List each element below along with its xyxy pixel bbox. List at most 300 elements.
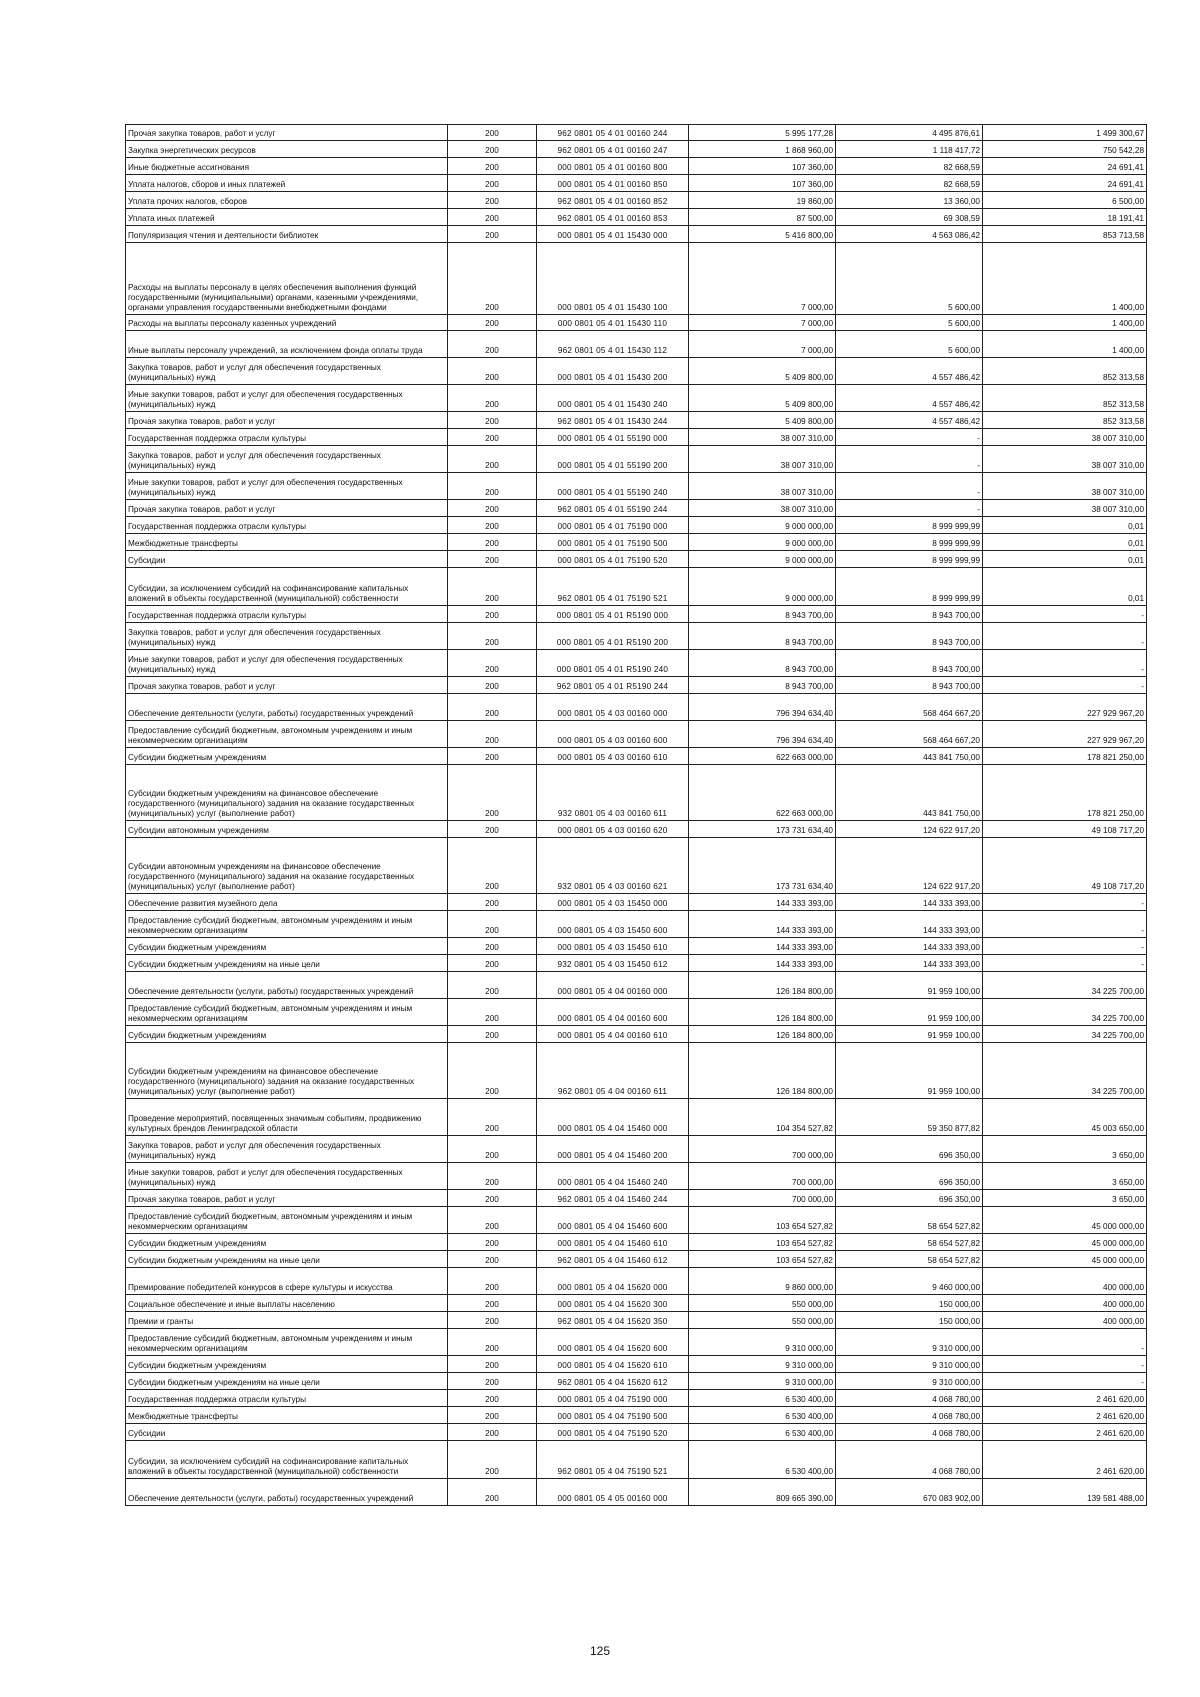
table-row xyxy=(126,765,1147,821)
budget-classification-code: 962 0801 05 4 01 15430 244 xyxy=(537,412,689,429)
line-code: 200 xyxy=(448,385,537,412)
table-row xyxy=(126,1136,1147,1163)
executed-amount: 144 333 393,00 xyxy=(836,938,983,955)
executed-amount: 58 654 527,82 xyxy=(836,1207,983,1234)
row-name: Субсидии автономным учреждениям на финансовое обеспечение государственного (муниципального) задания на оказание государственных (муниципальных) услуг (выполнение работ) xyxy=(126,838,448,894)
approved-amount: 7 000,00 xyxy=(689,315,836,331)
budget-classification-code: 000 0801 05 4 01 55190 240 xyxy=(537,473,689,500)
row-name: Иные закупки товаров, работ и услуг для обеспечения государственных (муниципальных) нужд xyxy=(126,473,448,500)
line-code: 200 xyxy=(448,721,537,748)
approved-amount: 700 000,00 xyxy=(689,1163,836,1190)
budget-classification-code: 962 0801 05 4 04 15620 350 xyxy=(537,1312,689,1329)
row-name: Государственная поддержка отрасли культуры xyxy=(126,1390,448,1407)
approved-amount: 550 000,00 xyxy=(689,1312,836,1329)
budget-classification-code: 000 0801 05 4 04 00160 610 xyxy=(537,1026,689,1043)
line-code: 200 xyxy=(448,1268,537,1295)
line-code: 200 xyxy=(448,999,537,1026)
approved-amount: 9 000 000,00 xyxy=(689,568,836,606)
unexecuted-amount: 34 225 700,00 xyxy=(983,1026,1147,1043)
line-code: 200 xyxy=(448,1026,537,1043)
approved-amount: 9 000 000,00 xyxy=(689,517,836,534)
line-code: 200 xyxy=(448,1479,537,1506)
line-code: 200 xyxy=(448,1190,537,1207)
unexecuted-amount: 45 000 000,00 xyxy=(983,1207,1147,1234)
unexecuted-amount: 24 691,41 xyxy=(983,158,1147,175)
line-code: 200 xyxy=(448,568,537,606)
table-row xyxy=(126,125,1147,141)
unexecuted-amount: 2 461 620,00 xyxy=(983,1407,1147,1424)
table-row xyxy=(126,650,1147,677)
row-name: Популяризация чтения и деятельности библиотек xyxy=(126,226,448,243)
unexecuted-amount: 34 225 700,00 xyxy=(983,999,1147,1026)
approved-amount: 144 333 393,00 xyxy=(689,955,836,972)
row-name: Закупка товаров, работ и услуг для обеспечения государственных (муниципальных) нужд xyxy=(126,1136,448,1163)
table-row xyxy=(126,1207,1147,1234)
budget-classification-code: 000 0801 05 4 04 15460 000 xyxy=(537,1099,689,1136)
budget-classification-code: 962 0801 05 4 01 00160 853 xyxy=(537,209,689,226)
executed-amount: 144 333 393,00 xyxy=(836,894,983,911)
approved-amount: 8 943 700,00 xyxy=(689,650,836,677)
unexecuted-amount: 852 313,58 xyxy=(983,385,1147,412)
table-row xyxy=(126,1356,1147,1373)
unexecuted-amount: 34 225 700,00 xyxy=(983,972,1147,999)
budget-classification-code: 000 0801 05 4 03 00160 000 xyxy=(537,694,689,721)
unexecuted-amount: - xyxy=(983,677,1147,694)
line-code: 200 xyxy=(448,1373,537,1390)
unexecuted-amount: - xyxy=(983,650,1147,677)
line-code: 200 xyxy=(448,412,537,429)
executed-amount: 150 000,00 xyxy=(836,1312,983,1329)
executed-amount: 9 310 000,00 xyxy=(836,1373,983,1390)
row-name: Субсидии бюджетным учреждениям на финансовое обеспечение государственного (муниципального) задания на оказание государственных (муниципальных) услуг (выполнение работ) xyxy=(126,765,448,821)
table-row xyxy=(126,1479,1147,1506)
executed-amount: 69 308,59 xyxy=(836,209,983,226)
unexecuted-amount: 1 499 300,67 xyxy=(983,125,1147,141)
approved-amount: 809 665 390,00 xyxy=(689,1479,836,1506)
budget-classification-code: 000 0801 05 4 01 15430 200 xyxy=(537,358,689,385)
table-row xyxy=(126,821,1147,838)
approved-amount: 550 000,00 xyxy=(689,1295,836,1312)
approved-amount: 107 360,00 xyxy=(689,158,836,175)
executed-amount: 1 118 417,72 xyxy=(836,141,983,158)
table-row xyxy=(126,972,1147,999)
executed-amount: 8 943 700,00 xyxy=(836,677,983,694)
budget-classification-code: 000 0801 05 4 04 15460 200 xyxy=(537,1136,689,1163)
executed-amount: - xyxy=(836,429,983,446)
unexecuted-amount: 6 500,00 xyxy=(983,192,1147,209)
executed-amount: 696 350,00 xyxy=(836,1136,983,1163)
row-name: Иные выплаты персоналу учреждений, за исключением фонда оплаты труда xyxy=(126,331,448,358)
approved-amount: 8 943 700,00 xyxy=(689,623,836,650)
line-code: 200 xyxy=(448,141,537,158)
line-code: 200 xyxy=(448,192,537,209)
line-code: 200 xyxy=(448,125,537,141)
budget-classification-code: 000 0801 05 4 03 00160 610 xyxy=(537,748,689,765)
approved-amount: 87 500,00 xyxy=(689,209,836,226)
row-name: Субсидии, за исключением субсидий на софинансирование капитальных вложений в объекты государственной (муниципальной) собственности xyxy=(126,1441,448,1479)
line-code: 200 xyxy=(448,694,537,721)
executed-amount: 91 959 100,00 xyxy=(836,1026,983,1043)
line-code: 200 xyxy=(448,1207,537,1234)
row-name: Межбюджетные трансферты xyxy=(126,1407,448,1424)
executed-amount: 696 350,00 xyxy=(836,1190,983,1207)
unexecuted-amount: - xyxy=(983,938,1147,955)
table-row xyxy=(126,955,1147,972)
approved-amount: 622 663 000,00 xyxy=(689,765,836,821)
row-name: Субсидии бюджетным учреждениям xyxy=(126,748,448,765)
table-row xyxy=(126,568,1147,606)
line-code: 200 xyxy=(448,1312,537,1329)
budget-classification-code: 000 0801 05 4 01 R5190 200 xyxy=(537,623,689,650)
unexecuted-amount: 400 000,00 xyxy=(983,1295,1147,1312)
line-code: 200 xyxy=(448,1390,537,1407)
approved-amount: 144 333 393,00 xyxy=(689,894,836,911)
unexecuted-amount: 139 581 488,00 xyxy=(983,1479,1147,1506)
executed-amount: - xyxy=(836,446,983,473)
unexecuted-amount: 3 650,00 xyxy=(983,1136,1147,1163)
row-name: Уплата иных платежей xyxy=(126,209,448,226)
executed-amount: 4 068 780,00 xyxy=(836,1441,983,1479)
executed-amount: 4 495 876,61 xyxy=(836,125,983,141)
table-row xyxy=(126,838,1147,894)
row-name: Закупка товаров, работ и услуг для обеспечения государственных (муниципальных) нужд xyxy=(126,623,448,650)
table-row xyxy=(126,412,1147,429)
budget-classification-code: 000 0801 05 4 01 55190 000 xyxy=(537,429,689,446)
executed-amount: 8 999 999,99 xyxy=(836,568,983,606)
row-name: Межбюджетные трансферты xyxy=(126,534,448,551)
executed-amount: 4 068 780,00 xyxy=(836,1407,983,1424)
line-code: 200 xyxy=(448,209,537,226)
budget-classification-code: 000 0801 05 4 01 75190 520 xyxy=(537,551,689,568)
table-row xyxy=(126,517,1147,534)
line-code: 200 xyxy=(448,938,537,955)
executed-amount: 4 557 486,42 xyxy=(836,358,983,385)
row-name: Предоставление субсидий бюджетным, автономным учреждениям и иным некоммерческим организациям xyxy=(126,721,448,748)
row-name: Прочая закупка товаров, работ и услуг xyxy=(126,500,448,517)
row-name: Прочая закупка товаров, работ и услуг xyxy=(126,1190,448,1207)
budget-classification-code: 962 0801 05 4 04 00160 611 xyxy=(537,1043,689,1099)
executed-amount: 8 943 700,00 xyxy=(836,650,983,677)
approved-amount: 6 530 400,00 xyxy=(689,1424,836,1441)
row-name: Закупка товаров, работ и услуг для обеспечения государственных (муниципальных) нужд xyxy=(126,446,448,473)
executed-amount: 91 959 100,00 xyxy=(836,999,983,1026)
budget-classification-code: 000 0801 05 4 01 R5190 240 xyxy=(537,650,689,677)
line-code: 200 xyxy=(448,517,537,534)
row-name: Обеспечение деятельности (услуги, работы) государственных учреждений xyxy=(126,694,448,721)
unexecuted-amount: - xyxy=(983,1356,1147,1373)
row-name: Прочая закупка товаров, работ и услуг xyxy=(126,677,448,694)
table-row xyxy=(126,534,1147,551)
line-code: 200 xyxy=(448,748,537,765)
line-code: 200 xyxy=(448,677,537,694)
budget-classification-code: 000 0801 05 4 01 00160 800 xyxy=(537,158,689,175)
line-code: 200 xyxy=(448,1043,537,1099)
row-name: Премии и гранты xyxy=(126,1312,448,1329)
line-code: 200 xyxy=(448,158,537,175)
executed-amount: 670 083 902,00 xyxy=(836,1479,983,1506)
unexecuted-amount: 1 400,00 xyxy=(983,243,1147,315)
line-code: 200 xyxy=(448,911,537,938)
approved-amount: 126 184 800,00 xyxy=(689,1026,836,1043)
approved-amount: 144 333 393,00 xyxy=(689,938,836,955)
budget-classification-code: 932 0801 05 4 03 00160 621 xyxy=(537,838,689,894)
unexecuted-amount: 2 461 620,00 xyxy=(983,1441,1147,1479)
row-name: Предоставление субсидий бюджетным, автономным учреждениям и иным некоммерческим организациям xyxy=(126,1329,448,1356)
executed-amount: 8 943 700,00 xyxy=(836,623,983,650)
line-code: 200 xyxy=(448,1234,537,1251)
approved-amount: 6 530 400,00 xyxy=(689,1407,836,1424)
approved-amount: 104 354 527,82 xyxy=(689,1099,836,1136)
row-name: Закупка энергетических ресурсов xyxy=(126,141,448,158)
approved-amount: 126 184 800,00 xyxy=(689,999,836,1026)
line-code: 200 xyxy=(448,534,537,551)
executed-amount: 58 654 527,82 xyxy=(836,1234,983,1251)
executed-amount: 124 622 917,20 xyxy=(836,838,983,894)
table-row xyxy=(126,1026,1147,1043)
budget-classification-code: 000 0801 05 4 05 00160 000 xyxy=(537,1479,689,1506)
line-code: 200 xyxy=(448,331,537,358)
executed-amount: 150 000,00 xyxy=(836,1295,983,1312)
row-name: Субсидии бюджетным учреждениям xyxy=(126,1356,448,1373)
unexecuted-amount: 49 108 717,20 xyxy=(983,821,1147,838)
unexecuted-amount: 38 007 310,00 xyxy=(983,473,1147,500)
budget-classification-code: 000 0801 05 4 04 15460 600 xyxy=(537,1207,689,1234)
unexecuted-amount: 38 007 310,00 xyxy=(983,429,1147,446)
approved-amount: 8 943 700,00 xyxy=(689,677,836,694)
budget-classification-code: 962 0801 05 4 04 15460 244 xyxy=(537,1190,689,1207)
row-name: Проведение мероприятий, посвященных значимым событиям, продвижению культурных брендов Ленинградской области xyxy=(126,1099,448,1136)
budget-execution-table xyxy=(125,124,1147,1506)
row-name: Уплата налогов, сборов и иных платежей xyxy=(126,175,448,192)
row-name: Государственная поддержка отрасли культуры xyxy=(126,606,448,623)
executed-amount: 5 600,00 xyxy=(836,315,983,331)
line-code: 200 xyxy=(448,315,537,331)
budget-classification-code: 000 0801 05 4 01 00160 850 xyxy=(537,175,689,192)
approved-amount: 796 394 634,40 xyxy=(689,694,836,721)
unexecuted-amount: - xyxy=(983,606,1147,623)
executed-amount: 8 943 700,00 xyxy=(836,606,983,623)
unexecuted-amount: 2 461 620,00 xyxy=(983,1390,1147,1407)
executed-amount: 4 068 780,00 xyxy=(836,1390,983,1407)
budget-classification-code: 962 0801 05 4 04 15460 612 xyxy=(537,1251,689,1268)
line-code: 200 xyxy=(448,650,537,677)
executed-amount: 696 350,00 xyxy=(836,1163,983,1190)
approved-amount: 700 000,00 xyxy=(689,1190,836,1207)
table-row xyxy=(126,1251,1147,1268)
approved-amount: 38 007 310,00 xyxy=(689,446,836,473)
table-row xyxy=(126,623,1147,650)
row-name: Иные бюджетные ассигнования xyxy=(126,158,448,175)
table-row xyxy=(126,175,1147,192)
approved-amount: 126 184 800,00 xyxy=(689,1043,836,1099)
row-name: Субсидии, за исключением субсидий на софинансирование капитальных вложений в объекты государственной (муниципальной) собственности xyxy=(126,568,448,606)
line-code: 200 xyxy=(448,473,537,500)
table-row xyxy=(126,677,1147,694)
budget-classification-code: 000 0801 05 4 04 15460 240 xyxy=(537,1163,689,1190)
unexecuted-amount: 853 713,58 xyxy=(983,226,1147,243)
executed-amount: 9 460 000,00 xyxy=(836,1268,983,1295)
executed-amount: 568 464 667,20 xyxy=(836,721,983,748)
budget-classification-code: 000 0801 05 4 01 55190 200 xyxy=(537,446,689,473)
approved-amount: 103 654 527,82 xyxy=(689,1251,836,1268)
unexecuted-amount: - xyxy=(983,955,1147,972)
line-code: 200 xyxy=(448,838,537,894)
table-row xyxy=(126,315,1147,331)
table-row xyxy=(126,158,1147,175)
table-row xyxy=(126,385,1147,412)
line-code: 200 xyxy=(448,1441,537,1479)
approved-amount: 9 310 000,00 xyxy=(689,1373,836,1390)
row-name: Субсидии бюджетным учреждениям на иные цели xyxy=(126,955,448,972)
budget-classification-code: 000 0801 05 4 04 75190 520 xyxy=(537,1424,689,1441)
unexecuted-amount: 0,01 xyxy=(983,568,1147,606)
approved-amount: 5 995 177,28 xyxy=(689,125,836,141)
approved-amount: 38 007 310,00 xyxy=(689,473,836,500)
line-code: 200 xyxy=(448,446,537,473)
line-code: 200 xyxy=(448,243,537,315)
unexecuted-amount: 18 191,41 xyxy=(983,209,1147,226)
executed-amount: 4 557 486,42 xyxy=(836,412,983,429)
approved-amount: 9 310 000,00 xyxy=(689,1329,836,1356)
approved-amount: 9 310 000,00 xyxy=(689,1356,836,1373)
table-row xyxy=(126,911,1147,938)
table-row xyxy=(126,999,1147,1026)
approved-amount: 38 007 310,00 xyxy=(689,500,836,517)
table-row xyxy=(126,894,1147,911)
row-name: Субсидии бюджетным учреждениям на финансовое обеспечение государственного (муниципального) задания на оказание государственных (муниципальных) услуг (выполнение работ) xyxy=(126,1043,448,1099)
budget-classification-code: 000 0801 05 4 04 15620 610 xyxy=(537,1356,689,1373)
approved-amount: 796 394 634,40 xyxy=(689,721,836,748)
line-code: 200 xyxy=(448,1136,537,1163)
approved-amount: 5 409 800,00 xyxy=(689,412,836,429)
table-row xyxy=(126,1329,1147,1356)
line-code: 200 xyxy=(448,623,537,650)
unexecuted-amount: - xyxy=(983,894,1147,911)
budget-classification-code: 000 0801 05 4 01 15430 000 xyxy=(537,226,689,243)
table-row xyxy=(126,1268,1147,1295)
approved-amount: 6 530 400,00 xyxy=(689,1441,836,1479)
executed-amount: 4 068 780,00 xyxy=(836,1424,983,1441)
budget-classification-code: 000 0801 05 4 03 15450 000 xyxy=(537,894,689,911)
table-row xyxy=(126,1407,1147,1424)
approved-amount: 5 416 800,00 xyxy=(689,226,836,243)
approved-amount: 103 654 527,82 xyxy=(689,1234,836,1251)
unexecuted-amount: 45 000 000,00 xyxy=(983,1251,1147,1268)
row-name: Предоставление субсидий бюджетным, автономным учреждениям и иным некоммерческим организациям xyxy=(126,911,448,938)
table-row xyxy=(126,721,1147,748)
budget-classification-code: 000 0801 05 4 04 15620 000 xyxy=(537,1268,689,1295)
executed-amount: 58 654 527,82 xyxy=(836,1251,983,1268)
executed-amount: 82 668,59 xyxy=(836,175,983,192)
unexecuted-amount: 24 691,41 xyxy=(983,175,1147,192)
line-code: 200 xyxy=(448,358,537,385)
budget-classification-code: 000 0801 05 4 01 75190 000 xyxy=(537,517,689,534)
line-code: 200 xyxy=(448,1329,537,1356)
line-code: 200 xyxy=(448,226,537,243)
unexecuted-amount: 1 400,00 xyxy=(983,315,1147,331)
row-name: Обеспечение развития музейного дела xyxy=(126,894,448,911)
approved-amount: 126 184 800,00 xyxy=(689,972,836,999)
unexecuted-amount: - xyxy=(983,911,1147,938)
executed-amount: 8 999 999,99 xyxy=(836,551,983,568)
budget-classification-code: 000 0801 05 4 01 15430 100 xyxy=(537,243,689,315)
row-name: Субсидии xyxy=(126,551,448,568)
row-name: Расходы на выплаты персоналу в целях обеспечения выполнения функций государственными (муниципальными) органами, казенными учреждениями, органами управления государственными внебюджетными фондами xyxy=(126,243,448,315)
table-row xyxy=(126,1390,1147,1407)
row-name: Субсидии бюджетным учреждениям на иные цели xyxy=(126,1373,448,1390)
row-name: Государственная поддержка отрасли культуры xyxy=(126,517,448,534)
executed-amount: - xyxy=(836,500,983,517)
approved-amount: 144 333 393,00 xyxy=(689,911,836,938)
line-code: 200 xyxy=(448,1356,537,1373)
budget-classification-code: 962 0801 05 4 01 R5190 244 xyxy=(537,677,689,694)
table-row xyxy=(126,1234,1147,1251)
line-code: 200 xyxy=(448,1295,537,1312)
row-name: Предоставление субсидий бюджетным, автономным учреждениям и иным некоммерческим организациям xyxy=(126,999,448,1026)
row-name: Субсидии бюджетным учреждениям на иные цели xyxy=(126,1251,448,1268)
unexecuted-amount: 852 313,58 xyxy=(983,358,1147,385)
line-code: 200 xyxy=(448,1099,537,1136)
row-name: Уплата прочих налогов, сборов xyxy=(126,192,448,209)
executed-amount: 5 600,00 xyxy=(836,331,983,358)
table-row xyxy=(126,331,1147,358)
executed-amount: 144 333 393,00 xyxy=(836,955,983,972)
table-row xyxy=(126,1163,1147,1190)
table-row xyxy=(126,1312,1147,1329)
approved-amount: 9 860 000,00 xyxy=(689,1268,836,1295)
budget-classification-code: 000 0801 05 4 04 15460 610 xyxy=(537,1234,689,1251)
unexecuted-amount: 178 821 250,00 xyxy=(983,748,1147,765)
budget-table-body xyxy=(126,125,1147,1506)
executed-amount: 8 999 999,99 xyxy=(836,534,983,551)
approved-amount: 9 000 000,00 xyxy=(689,534,836,551)
executed-amount: 82 668,59 xyxy=(836,158,983,175)
budget-classification-code: 000 0801 05 4 03 15450 600 xyxy=(537,911,689,938)
line-code: 200 xyxy=(448,1407,537,1424)
budget-classification-code: 000 0801 05 4 04 15620 600 xyxy=(537,1329,689,1356)
approved-amount: 6 530 400,00 xyxy=(689,1390,836,1407)
line-code: 200 xyxy=(448,894,537,911)
unexecuted-amount: 3 650,00 xyxy=(983,1190,1147,1207)
budget-classification-code: 000 0801 05 4 03 00160 600 xyxy=(537,721,689,748)
budget-classification-code: 000 0801 05 4 01 15430 110 xyxy=(537,315,689,331)
table-row xyxy=(126,473,1147,500)
approved-amount: 5 409 800,00 xyxy=(689,385,836,412)
budget-classification-code: 962 0801 05 4 04 75190 521 xyxy=(537,1441,689,1479)
budget-classification-code: 000 0801 05 4 04 75190 500 xyxy=(537,1407,689,1424)
budget-classification-code: 000 0801 05 4 04 00160 000 xyxy=(537,972,689,999)
table-row xyxy=(126,209,1147,226)
executed-amount: - xyxy=(836,473,983,500)
budget-classification-code: 962 0801 05 4 01 00160 247 xyxy=(537,141,689,158)
unexecuted-amount: 400 000,00 xyxy=(983,1312,1147,1329)
budget-classification-code: 962 0801 05 4 01 55190 244 xyxy=(537,500,689,517)
unexecuted-amount: 49 108 717,20 xyxy=(983,838,1147,894)
line-code: 200 xyxy=(448,175,537,192)
executed-amount: 8 999 999,99 xyxy=(836,517,983,534)
row-name: Субсидии бюджетным учреждениям xyxy=(126,1026,448,1043)
approved-amount: 19 860,00 xyxy=(689,192,836,209)
executed-amount: 4 557 486,42 xyxy=(836,385,983,412)
table-row xyxy=(126,1373,1147,1390)
table-row xyxy=(126,500,1147,517)
row-name: Расходы на выплаты персоналу казенных учреждений xyxy=(126,315,448,331)
table-row xyxy=(126,694,1147,721)
unexecuted-amount: - xyxy=(983,1329,1147,1356)
approved-amount: 1 868 960,00 xyxy=(689,141,836,158)
row-name: Субсидии автономным учреждениям xyxy=(126,821,448,838)
budget-classification-code: 000 0801 05 4 04 00160 600 xyxy=(537,999,689,1026)
